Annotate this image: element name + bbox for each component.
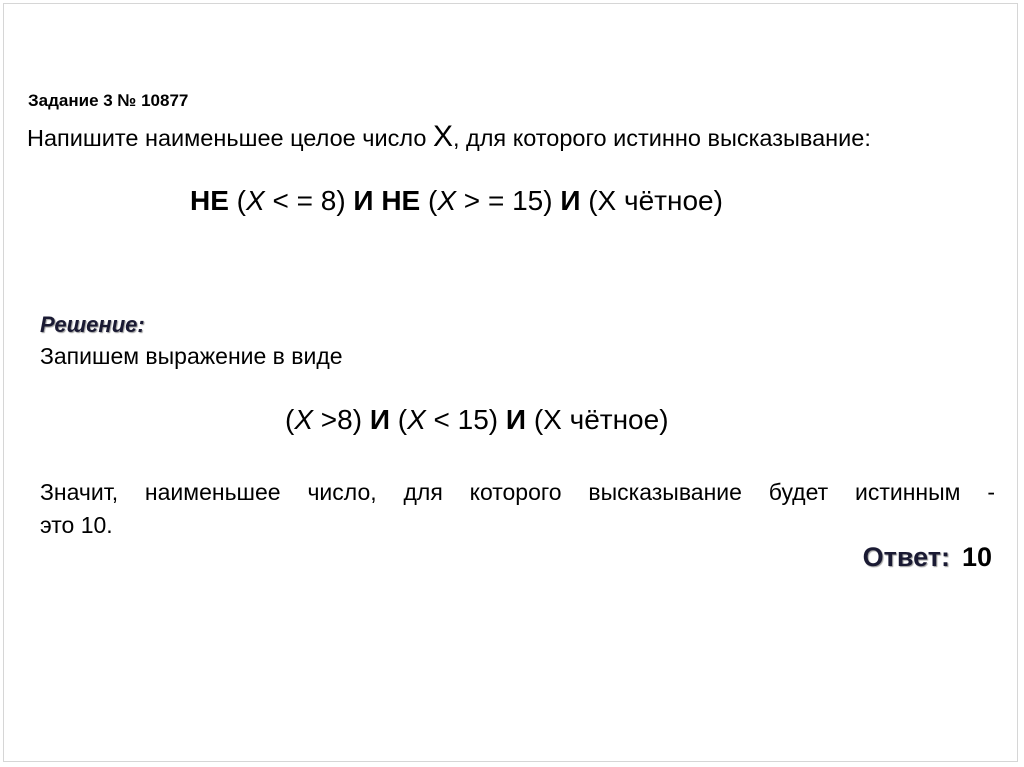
expr1-part: (X чётное): [580, 185, 723, 216]
conclusion-line-1: Значит, наименьшее число, для которого высказывание будет истинным -: [40, 479, 995, 505]
expr2-part: < 15): [425, 404, 506, 435]
task-statement: [27, 122, 871, 152]
expr1-part: (: [420, 185, 438, 216]
expr2-variable: X: [294, 404, 314, 435]
answer: [863, 542, 992, 573]
conclusion-line-2: это 10.: [40, 512, 113, 538]
expr1-not: НЕ: [190, 185, 229, 216]
expr1-variable: X: [246, 185, 265, 216]
simplified-expression: [285, 404, 669, 436]
expr1-part: > = 15): [456, 185, 561, 216]
solution-heading: Решение:: [40, 312, 145, 337]
expr2-variable: X: [407, 404, 426, 435]
expr2-and: И: [369, 404, 390, 435]
answer-label: Ответ:: [862, 542, 950, 572]
task-title: Задание 3 № 10877: [28, 91, 189, 110]
logical-expression: [190, 185, 723, 217]
expr1-part: < = 8): [264, 185, 354, 216]
expr1-variable: X: [437, 185, 457, 216]
expr2-part: (X чётное): [526, 404, 669, 435]
answer-value: 10: [961, 542, 992, 572]
task-text-before: Напишите наименьшее целое число: [27, 125, 433, 151]
expr1-and-not: И НЕ: [353, 185, 421, 216]
slide-frame: [3, 3, 1018, 762]
solution-text: Запишем выражение в виде: [40, 343, 343, 369]
expr1-and: И: [560, 185, 581, 216]
expr1-part: (: [228, 185, 247, 216]
expr2-part: (: [389, 404, 408, 435]
expr2-part: >8): [313, 404, 370, 435]
expr2-and: И: [505, 404, 527, 435]
task-variable: X: [432, 120, 453, 153]
expr2-part: (: [285, 404, 295, 435]
task-text-after: , для которого истинно высказывание:: [452, 125, 871, 151]
